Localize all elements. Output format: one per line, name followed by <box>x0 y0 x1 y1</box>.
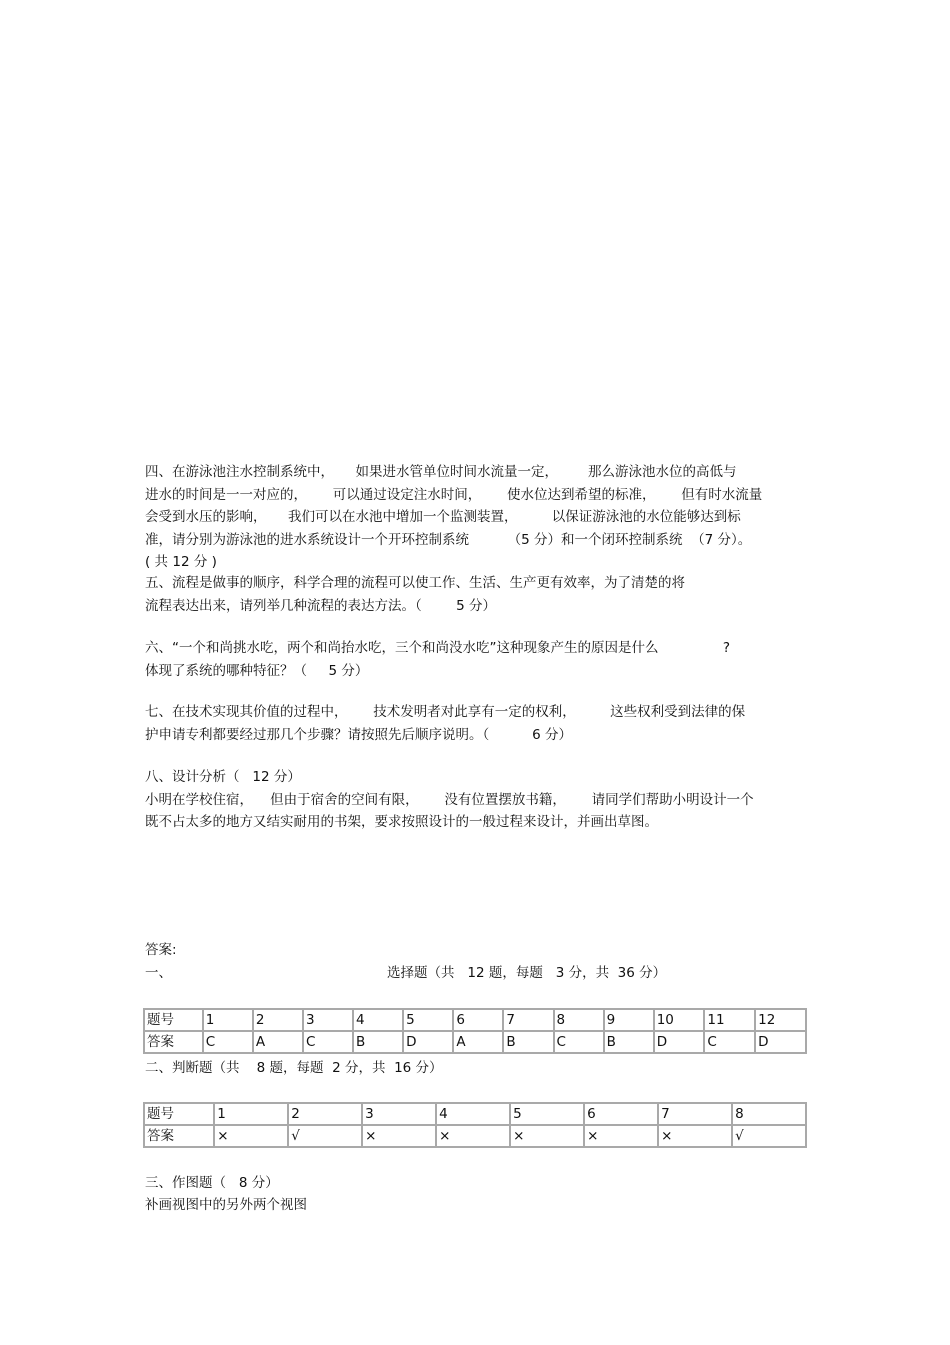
question-6 <box>145 637 815 682</box>
table-cell: D <box>755 1031 806 1053</box>
table-cell: 答案 <box>144 1031 203 1053</box>
table-cell: D <box>654 1031 705 1053</box>
answers-heading: 答案: <box>145 942 177 958</box>
table-cell: 6 <box>584 1103 658 1125</box>
table-cell: B <box>353 1031 403 1053</box>
table-cell: C <box>203 1031 253 1053</box>
question-4-line: 四、在游泳池注水控制系统中， 如果进水管单位时间水流量一定， 那么游泳池水位的高低与 <box>145 464 737 480</box>
section-1-number: 一、 <box>145 965 172 981</box>
table-cell: 1 <box>203 1009 253 1031</box>
question-6-line: 六、“一个和尚挑水吃，两个和尚抬水吃，三个和尚没水吃”这种现象产生的原因是什么 ? <box>145 640 731 656</box>
table-cell: 11 <box>704 1009 755 1031</box>
question-4-line: 准，请分别为游泳池的进水系统设计一个开环控制系统 （5 分）和一个闭环控制系统 （7 分）。 <box>145 531 752 548</box>
table-cell: 3 <box>303 1009 353 1031</box>
table-cell: 3 <box>362 1103 436 1125</box>
table-cell: 9 <box>604 1009 654 1031</box>
question-8-line: 既不占太多的地方又结实耐用的书架，要求按照设计的一般过程来设计，并画出草图。 <box>145 814 658 830</box>
choice-answer-table <box>143 1008 807 1054</box>
table-cell: 12 <box>755 1009 806 1031</box>
question-8-line: 八、设计分析（ 12 分） <box>145 769 301 785</box>
question-6-line: 体现了系统的哪种特征？（ 5 分） <box>145 662 369 679</box>
table-cell: 答案 <box>144 1125 214 1147</box>
question-8 <box>145 766 815 834</box>
table-cell: B <box>503 1031 553 1053</box>
table-cell: 7 <box>658 1103 732 1125</box>
table-cell: × <box>214 1125 288 1147</box>
table-row <box>144 1031 806 1053</box>
table-cell: 10 <box>654 1009 705 1031</box>
table-cell: √ <box>732 1125 806 1147</box>
question-4-line: ( 共 12 分 ) <box>145 554 217 570</box>
table-cell: A <box>253 1031 303 1053</box>
table-cell: 6 <box>453 1009 503 1031</box>
table-cell: 4 <box>436 1103 510 1125</box>
table-cell: √ <box>288 1125 362 1147</box>
table-row <box>144 1009 806 1031</box>
table-cell: A <box>453 1031 503 1053</box>
question-5 <box>145 572 815 617</box>
table-cell: 8 <box>732 1103 806 1125</box>
table-cell: C <box>303 1031 353 1053</box>
table-cell: 题号 <box>144 1009 203 1031</box>
section-2-title: 二、判断题（共 8 题，每题 2 分，共 16 分） <box>145 1060 443 1076</box>
question-7-line: 七、在技术实现其价值的过程中， 技术发明者对此享有一定的权利， 这些权利受到法律的保 <box>145 704 746 720</box>
table-cell: × <box>584 1125 658 1147</box>
table-cell: × <box>436 1125 510 1147</box>
question-5-line: 五、流程是做事的顺序，科学合理的流程可以使工作、生活、生产更有效率，为了清楚的将 <box>145 575 685 591</box>
table-cell: 2 <box>288 1103 362 1125</box>
question-7 <box>145 701 815 746</box>
table-cell: 题号 <box>144 1103 214 1125</box>
question-4-line: 会受到水压的影响， 我们可以在水池中增加一个监测装置， 以保证游泳池的水位能够达到标 <box>145 509 741 525</box>
table-cell: 5 <box>403 1009 453 1031</box>
table-cell: 1 <box>214 1103 288 1125</box>
table-cell: 2 <box>253 1009 303 1031</box>
table-cell: × <box>658 1125 732 1147</box>
table-cell: 7 <box>503 1009 553 1031</box>
table-row <box>144 1103 806 1125</box>
table-cell: C <box>704 1031 755 1053</box>
table-cell: 5 <box>510 1103 584 1125</box>
section-1-title: 选择题（共 12 题，每题 3 分，共 36 分） <box>387 965 667 981</box>
table-cell: × <box>510 1125 584 1147</box>
table-cell: 8 <box>554 1009 604 1031</box>
question-4-line: 进水的时间是一一对应的， 可以通过设定注水时间， 使水位达到希望的标准， 但有时水流量 <box>145 486 763 503</box>
question-5-line: 流程表达出来，请列举几种流程的表达方法。（ 5 分） <box>145 597 496 614</box>
question-4 <box>145 461 815 574</box>
table-cell: D <box>403 1031 453 1053</box>
table-cell: 4 <box>353 1009 403 1031</box>
table-cell: × <box>362 1125 436 1147</box>
table-cell: B <box>604 1031 654 1053</box>
table-row <box>144 1125 806 1147</box>
section-3-description: 补画视图中的另外两个视图 <box>145 1197 307 1213</box>
table-cell: C <box>554 1031 604 1053</box>
question-7-line: 护申请专利都要经过那几个步骤？请按照先后顺序说明。（ 6 分） <box>145 726 573 743</box>
question-8-line: 小明在学校住宿， 但由于宿舍的空间有限， 没有位置摆放书籍， 请同学们帮助小明设计一个 <box>145 791 754 808</box>
judgement-answer-table <box>143 1102 807 1148</box>
section-3-title: 三、作图题（ 8 分） <box>145 1175 279 1191</box>
